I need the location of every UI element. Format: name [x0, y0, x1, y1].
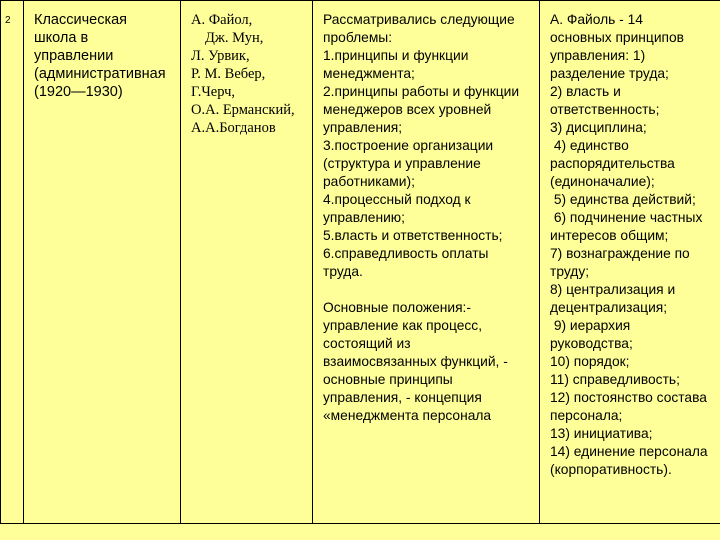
provisions-line: управление как процесс, — [323, 318, 483, 333]
principles-line: разделение труда; — [550, 66, 669, 81]
problems-line: работниками); — [323, 174, 415, 189]
problems-line: Рассматривались следующие — [323, 12, 515, 27]
authors-cell — [181, 1, 313, 524]
problems-line: управления; — [323, 120, 403, 135]
problems-line: 3.построение организации — [323, 138, 494, 153]
principles-line: руководства; — [550, 336, 633, 351]
row-number-cell — [1, 1, 24, 524]
principles-line: децентрализация; — [550, 300, 668, 315]
provisions-line: Основные положения:- — [323, 300, 471, 315]
row-number: 2 — [5, 15, 11, 26]
principles-line: ответственность; — [550, 102, 660, 117]
principles-line: 4) единство — [550, 138, 629, 153]
problems-line: (структура и управление — [323, 156, 481, 171]
principles-line: 6) подчинение частных — [550, 210, 703, 225]
principles-line: труду; — [550, 264, 590, 279]
principles-line: 11) справедливость; — [550, 372, 680, 387]
principles-line: управления: 1) — [550, 48, 646, 63]
problems-cell — [313, 1, 540, 524]
problems-line: 4.процессный подход к — [323, 192, 471, 207]
provisions-line: основные принципы — [323, 372, 453, 387]
author-line: О.А. Ерманский, — [191, 102, 295, 118]
problems-line: проблемы: — [323, 30, 393, 45]
provisions-line: взаимосвязанных функций, - — [323, 354, 508, 369]
problems-line: менеджеров всех уровней — [323, 102, 492, 117]
principles-cell — [540, 1, 720, 524]
principles-line: 12) постоянство состава — [550, 390, 707, 405]
principles-line: 8) централизация и — [550, 282, 676, 297]
school-line: Классическая — [34, 12, 128, 28]
provisions-line: состоящий из — [323, 336, 411, 351]
principles-line: распорядительства — [550, 156, 675, 171]
author-line: Л. Урвик, — [191, 48, 250, 64]
author-line: А.А.Богданов — [191, 120, 276, 136]
problems-line: 2.принципы работы и функции — [323, 84, 520, 99]
principles-line: 7) вознаграждение по — [550, 246, 690, 261]
principles-line: основных принципов — [550, 30, 685, 45]
principles-line: 9) иерархия — [550, 318, 631, 333]
problems-line: 6.справедливость оплаты — [323, 246, 489, 261]
principles-line: 3) дисциплина; — [550, 120, 647, 135]
school-line: (1920—1930) — [34, 84, 123, 100]
provisions-line: управления, - концепция — [323, 390, 482, 405]
principles-line: 14) единение персонала — [550, 444, 708, 459]
problems-line: 1.принципы и функции — [323, 48, 469, 63]
principles-line: 2) власть и — [550, 84, 621, 99]
principles-line: А. Файоль - 14 — [550, 12, 643, 27]
author-line: Р. М. Вебер, — [191, 66, 266, 82]
problems-line: 5.власть и ответственность; — [323, 228, 503, 243]
principles-line: 10) порядок; — [550, 354, 630, 369]
school-line: школа в — [34, 30, 89, 46]
school-line: управлении — [34, 48, 114, 64]
table-row — [1, 1, 720, 524]
principles-line: 5) единства действий; — [550, 192, 696, 207]
principles-line: персонала; — [550, 408, 623, 423]
author-line: Г.Черч, — [191, 84, 236, 100]
problems-line: труда. — [323, 264, 363, 279]
principles-line: интересов общим; — [550, 228, 669, 243]
provisions-line: «менеджмента персонала — [323, 408, 492, 423]
principles-line: 13) инициатива; — [550, 426, 653, 441]
author-line: А. Файол, — [191, 12, 253, 28]
principles-line: (корпоративность). — [550, 462, 672, 477]
school-cell — [24, 1, 181, 524]
principles-line: (единоначалие); — [550, 174, 655, 189]
school-line: (административная — [34, 66, 166, 82]
problems-line: управлению; — [323, 210, 405, 225]
problems-line: менеджмента; — [323, 66, 415, 81]
author-line: Дж. Мун, — [205, 30, 264, 46]
